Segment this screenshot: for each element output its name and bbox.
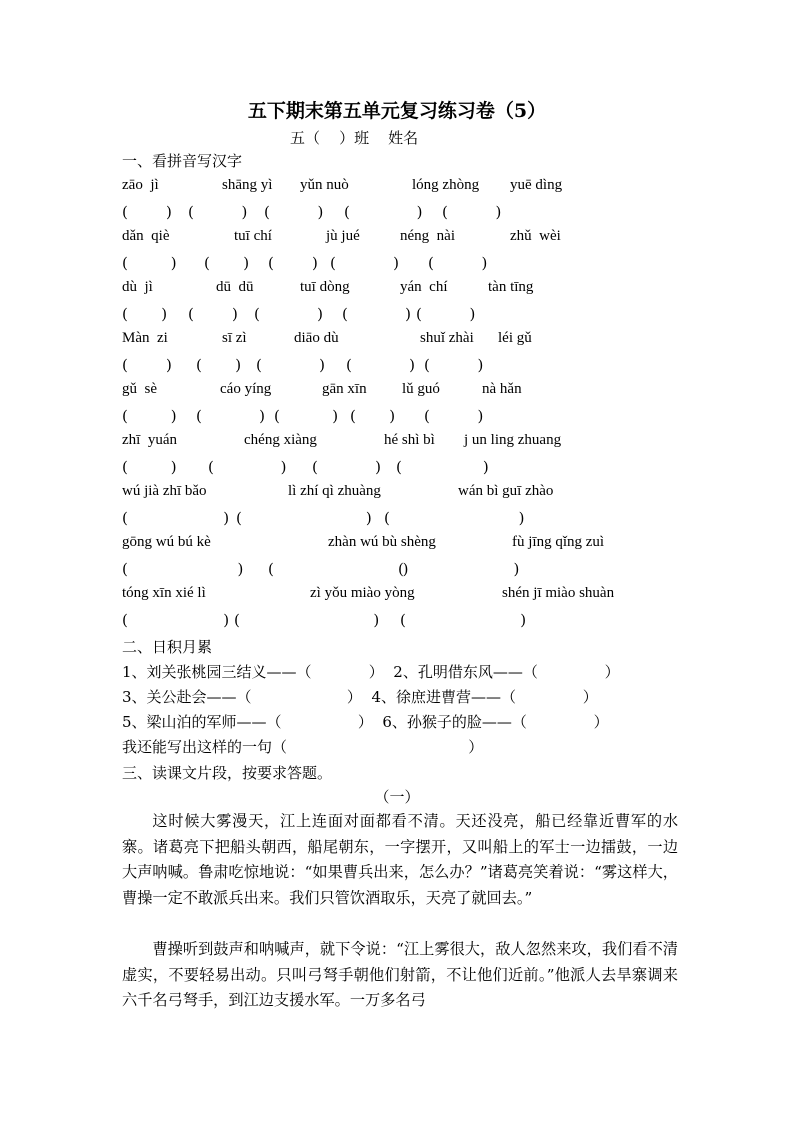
pinyin-word: wán bì guī zhào bbox=[458, 483, 554, 499]
pinyin-word: Màn zi bbox=[122, 330, 168, 346]
pinyin-word: zhàn wú bù shèng bbox=[328, 534, 436, 550]
pinyin-word: nà hǎn bbox=[482, 381, 522, 397]
answer-blank[interactable]: ( ) bbox=[424, 407, 484, 425]
answer-blank[interactable]: ( ) bbox=[122, 407, 177, 425]
pinyin-word: zhǔ wèi bbox=[510, 228, 561, 244]
accumulation-extra[interactable]: 我还能写出这样的一句（ ） bbox=[122, 738, 484, 756]
answer-blank[interactable]: ( ) bbox=[122, 356, 172, 374]
pinyin-word: chéng xiàng bbox=[244, 432, 317, 448]
pinyin-word: tuī chí bbox=[234, 228, 272, 244]
pinyin-word: yán chí bbox=[400, 279, 448, 295]
pinyin-word: zhī yuán bbox=[122, 432, 177, 448]
class-name-line: 五（ ）班 姓名 bbox=[290, 129, 419, 147]
pinyin-word: zāo jì bbox=[122, 177, 159, 193]
section2-heading: 二、日积月累 bbox=[122, 638, 213, 656]
answer-blank[interactable]: ( ) bbox=[254, 305, 323, 323]
answer-blank[interactable]: ( ) bbox=[342, 305, 411, 323]
answer-blank[interactable]: ( ) bbox=[188, 203, 248, 221]
passage-paragraph: 曹操听到鼓声和呐喊声，就下令说：“江上雾很大，敌人忽然来攻，我们看不清虚实，不要轻易出动。只叫弓弩手朝他们射箭，不让他们近前。”他派人去旱寨调来六千名弓弩手，到江边支援水军。一万多名弓 bbox=[122, 940, 678, 1009]
answer-blank[interactable]: ( ) bbox=[384, 509, 525, 527]
answer-blank[interactable]: ( ) bbox=[312, 458, 381, 476]
answer-blank[interactable]: ( ) bbox=[122, 560, 244, 578]
pinyin-word: néng nài bbox=[400, 228, 455, 244]
pinyin-word: j un ling zhuang bbox=[464, 432, 562, 448]
pinyin-word: gān xīn bbox=[322, 381, 367, 397]
answer-blank[interactable]: ( ) bbox=[204, 254, 250, 272]
passage-paragraph: 这时候大雾漫天，江上连面对面都看不清。天还没亮，船已经靠近曹军的水寨。诸葛亮下把船头朝西，船尾朝东，一字摆开，又叫船上的军士一边擂鼓，一边大声呐喊。鲁肃吃惊地说：“如果曹兵出来，怎么办？”诸葛亮笑着说：“雾这样大，曹操一定不敢派兵出来。我们只管饮酒取乐，天亮了就回去。” bbox=[122, 812, 678, 907]
answer-blank[interactable]: ( ) bbox=[234, 611, 380, 629]
accumulation-item[interactable]: 3、关公赴会——（ ） 4、徐庶进曹营——（ ） bbox=[122, 688, 598, 706]
answer-blank[interactable]: ( ) bbox=[188, 305, 238, 323]
pinyin-word: yǔn nuò bbox=[300, 177, 349, 193]
pinyin-word: jù jué bbox=[326, 228, 360, 244]
accumulation-item[interactable]: 1、刘关张桃园三结义——（ ） 2、孔明借东风——（ ） bbox=[122, 663, 620, 681]
section1-heading: 一、看拼音写汉字 bbox=[122, 152, 243, 170]
pinyin-word: lǔ guó bbox=[402, 381, 440, 397]
answer-blank[interactable]: ( ) bbox=[256, 356, 325, 374]
pinyin-word: lóng zhòng bbox=[412, 177, 480, 193]
pinyin-word: shāng yì bbox=[222, 177, 273, 193]
pinyin-word: shuǐ zhài bbox=[420, 330, 474, 346]
answer-blank[interactable]: ( ) bbox=[122, 458, 177, 476]
answer-blank[interactable]: ( ) bbox=[416, 305, 476, 323]
section3-heading: 三、读课文片段，按要求答题。 bbox=[122, 764, 333, 782]
answer-blank[interactable]: ( ) bbox=[346, 356, 415, 374]
answer-blank[interactable]: ( ) bbox=[428, 254, 488, 272]
answer-blank[interactable]: ( ) bbox=[344, 203, 423, 221]
pinyin-word: diāo dù bbox=[294, 330, 339, 346]
answer-blank[interactable]: ( ) bbox=[442, 203, 502, 221]
pinyin-word: gǔ sè bbox=[122, 381, 157, 397]
pinyin-word: gōng wú bú kè bbox=[122, 534, 211, 550]
answer-blank[interactable]: ( ) bbox=[122, 611, 230, 629]
pinyin-word: léi gǔ bbox=[498, 330, 532, 346]
pinyin-word: dǎn qiè bbox=[122, 228, 170, 244]
answer-blank[interactable]: ( ) bbox=[122, 509, 230, 527]
answer-blank[interactable]: ( ) bbox=[424, 356, 484, 374]
pinyin-word: hé shì bì bbox=[384, 432, 435, 448]
answer-blank[interactable]: ( ) bbox=[274, 407, 339, 425]
answer-blank[interactable]: ( ) bbox=[330, 254, 399, 272]
answer-blank[interactable]: ( ) bbox=[236, 509, 372, 527]
answer-blank[interactable]: ( ) bbox=[122, 254, 177, 272]
answer-blank[interactable]: ( ) bbox=[122, 203, 172, 221]
page-title: 五下期末第五单元复习练习卷（5） bbox=[247, 100, 547, 122]
pinyin-word: shén jī miào shuàn bbox=[502, 585, 615, 601]
pinyin-word: tuī dòng bbox=[300, 279, 350, 295]
answer-blank[interactable]: ( ) bbox=[400, 611, 527, 629]
answer-blank[interactable]: ( ) bbox=[350, 407, 396, 425]
pinyin-word: fù jīng qǐng zuì bbox=[512, 534, 605, 550]
pinyin-word: wú jià zhī bǎo bbox=[122, 483, 207, 499]
passage-part-label: （一） bbox=[374, 788, 420, 806]
answer-blank[interactable]: ( ) bbox=[264, 203, 324, 221]
answer-blank[interactable]: ( ) bbox=[196, 356, 242, 374]
answer-blank[interactable]: ( ) bbox=[268, 254, 318, 272]
pinyin-word: sī zì bbox=[222, 330, 247, 346]
answer-blank[interactable]: ( ) bbox=[398, 560, 520, 578]
pinyin-word: tóng xīn xié lì bbox=[122, 585, 206, 601]
pinyin-word: cáo yíng bbox=[220, 381, 272, 397]
accumulation-item[interactable]: 5、梁山泊的军师——（ ） 6、孙猴子的脸——（ ） bbox=[122, 713, 609, 731]
answer-blank[interactable]: ( ) bbox=[268, 560, 409, 578]
answer-blank[interactable]: ( ) bbox=[122, 305, 168, 323]
pinyin-word: tàn tīng bbox=[488, 279, 534, 295]
answer-blank[interactable]: ( ) bbox=[208, 458, 287, 476]
pinyin-word: zì yǒu miào yòng bbox=[310, 585, 415, 601]
pinyin-word: lì zhí qì zhuàng bbox=[288, 483, 381, 499]
pinyin-word: dū dū bbox=[216, 279, 254, 295]
pinyin-word: dù jì bbox=[122, 279, 153, 295]
pinyin-word: yuē dìng bbox=[510, 177, 563, 193]
answer-blank[interactable]: ( ) bbox=[396, 458, 489, 476]
answer-blank[interactable]: ( ) bbox=[196, 407, 265, 425]
